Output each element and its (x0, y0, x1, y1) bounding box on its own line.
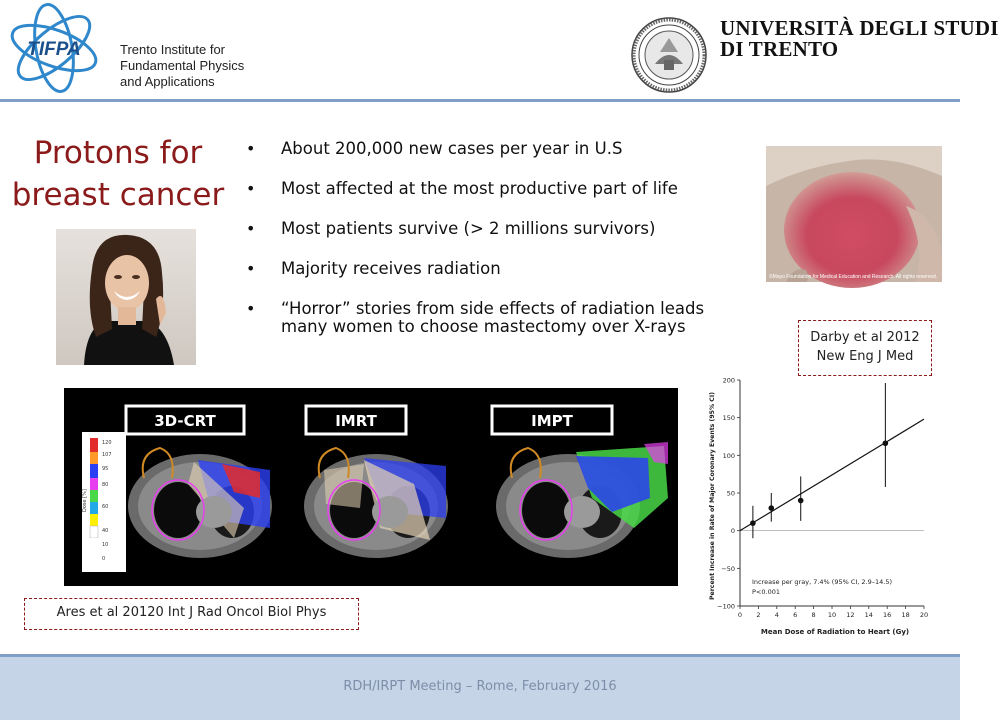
data-point (768, 505, 774, 511)
citation-line: New Eng J Med (816, 349, 914, 364)
bullet-item: • Most affected at the most productive part of life (246, 179, 678, 198)
method-labels (126, 406, 612, 434)
coronary-risk-chart (704, 372, 930, 642)
bullet-item: • Majority receives radiation (246, 259, 501, 278)
x-tick-label: 10 (827, 611, 837, 619)
ct-slice-3dcrt (128, 448, 272, 558)
x-tick-label: 12 (846, 611, 855, 619)
colorbar-tick: 10 (102, 542, 109, 548)
colorbar-label: Dose [%] (82, 489, 88, 512)
slide-header (0, 0, 999, 100)
bullet-marker: • (246, 219, 256, 238)
bullet-item: • About 200,000 new cases per year in U.S (246, 139, 623, 158)
x-tick-label: 20 (919, 611, 929, 619)
y-tick-label: −50 (721, 564, 735, 573)
y-tick-label: 100 (722, 451, 735, 460)
citation-ares (24, 598, 359, 630)
bullet-marker: • (246, 259, 256, 278)
colorbar-tick: 0 (102, 556, 106, 562)
tifpa-logo (4, 4, 104, 92)
header-divider (0, 99, 960, 102)
colorbar-tick: 107 (102, 452, 112, 458)
x-tick-label: 16 (883, 611, 892, 619)
chart-x-axis-label: Mean Dose of Radiation to Heart (Gy) (760, 628, 910, 636)
method-label-impt: IMPT (531, 412, 573, 430)
tifpa-logo-text: TIFPA (27, 39, 81, 60)
colorbar-tick: 40 (102, 528, 109, 534)
dose-distribution-panel (64, 388, 678, 586)
y-tick-label: 150 (722, 414, 735, 423)
chart-annotation-line: P<0.001 (752, 588, 780, 596)
ct-slice-imrt (304, 448, 448, 558)
x-tick-label: 18 (901, 611, 910, 619)
x-tick-label: 0 (737, 611, 743, 619)
slide-title-line: breast cancer (11, 177, 225, 213)
bullet-marker: • (246, 139, 256, 158)
institute-name (120, 42, 244, 90)
colorbar-tick: 80 (102, 482, 109, 488)
method-label-imrt: IMRT (335, 412, 377, 430)
colorbar-tick: 60 (102, 504, 109, 510)
method-label-3dcrt: 3D-CRT (154, 412, 216, 430)
slide-title (10, 132, 226, 216)
institute-name-line: Trento Institute for (120, 42, 226, 57)
university-name-line: DI TRENTO (720, 37, 839, 61)
photo-copyright: ©Mayo Foundation for Medical Education and Research. All rights reserved. (769, 274, 938, 280)
slide-title-line: Protons for (33, 135, 203, 171)
citation-darby (798, 320, 932, 376)
x-tick-label: 6 (793, 611, 798, 619)
university-seal-icon (630, 16, 708, 94)
university-name-line: UNIVERSITÀ DEGLI STUDI (720, 16, 999, 40)
citation-line: Darby et al 2012 (810, 330, 920, 345)
x-tick-label: 4 (774, 611, 779, 619)
institute-name-line: and Applications (120, 74, 215, 89)
dose-colorbar (82, 432, 126, 572)
chart-marks (740, 383, 924, 538)
colorbar-tick: 120 (102, 440, 112, 446)
bullet-item: • “Horror” stories from side effects of radiation leads many women to choose mastectomy over X-rays (246, 299, 705, 336)
bullet-list (246, 140, 766, 336)
data-point (750, 520, 756, 526)
bullet-marker: • (246, 179, 256, 198)
data-point (798, 498, 804, 504)
x-tick-label: 8 (811, 611, 816, 619)
ct-slice-impt (496, 442, 668, 558)
institute-name-line: Fundamental Physics (120, 58, 245, 73)
x-tick-label: 14 (864, 611, 873, 619)
y-tick-label: 50 (726, 489, 735, 498)
chart-annotation-line: Increase per gray, 7.4% (95% CI, 2.9–14.5) (752, 578, 893, 586)
y-tick-label: 0 (730, 527, 735, 536)
bullet-marker: • (246, 299, 256, 318)
university-name (720, 18, 999, 60)
colorbar-tick: 95 (102, 466, 109, 472)
bullet-item: • Most patients survive (> 2 millions survivors) (246, 219, 656, 238)
radiation-skin-photo (766, 146, 942, 282)
chart-y-axis-label: Percent Increase in Rate of Major Coronary Events (95% CI) (709, 392, 716, 600)
data-point (883, 440, 889, 446)
x-tick-label: 2 (756, 611, 761, 619)
portrait-photo (56, 229, 196, 365)
y-tick-label: 200 (722, 376, 735, 385)
footer-text: RDH/IRPT Meeting – Rome, February 2016 (343, 679, 617, 694)
citation-line: Ares et al 20120 Int J Rad Oncol Biol Phys (56, 605, 327, 620)
y-tick-label: −100 (717, 602, 735, 611)
trend-line (740, 419, 924, 530)
slide-footer (0, 657, 960, 720)
